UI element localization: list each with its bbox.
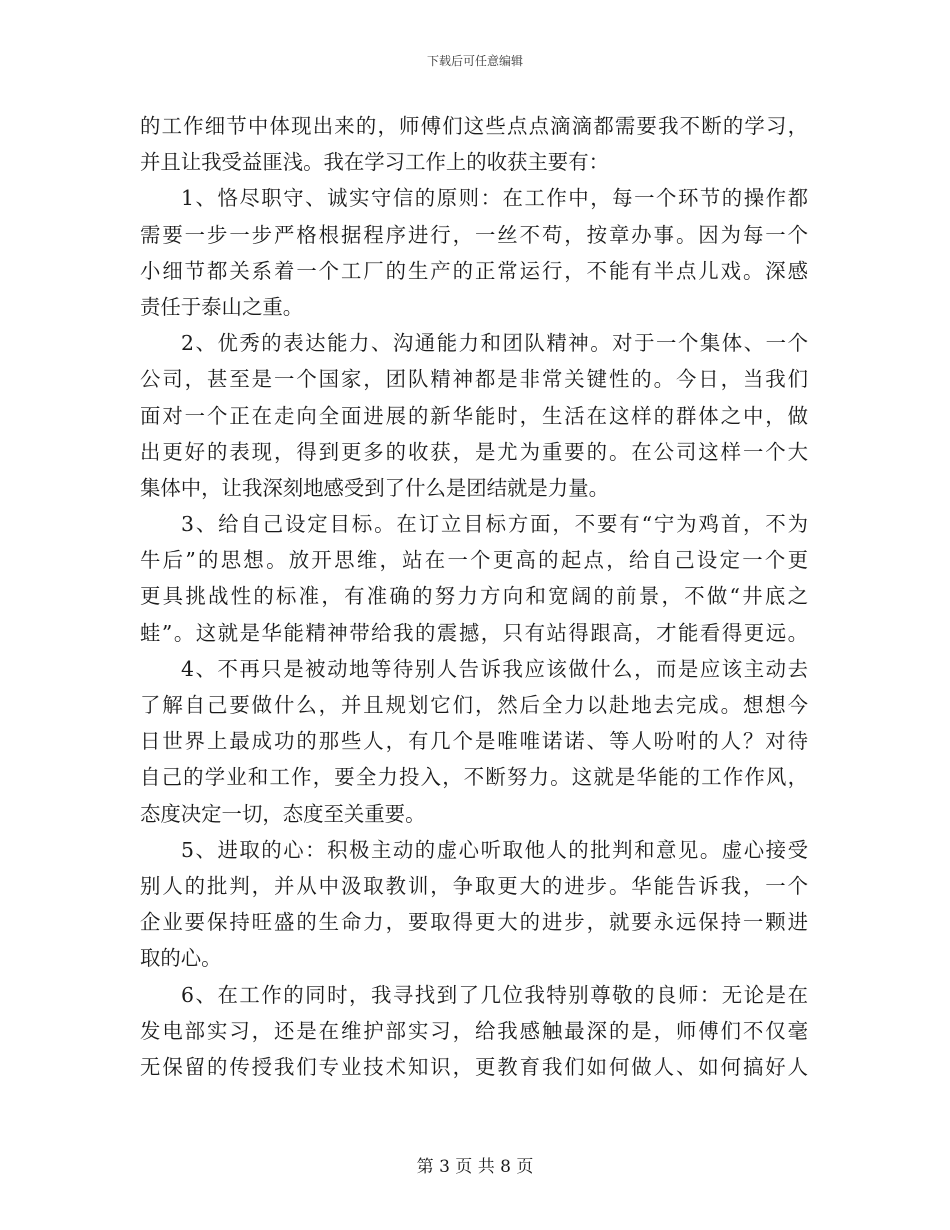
text-line: 小细节都关系着一个工厂的生产的正常运行，不能有半点儿戏。深感 — [140, 258, 808, 283]
text-line: 需要一步一步严格根据程序进行，一丝不苟，按章办事。因为每一个 — [140, 222, 808, 247]
document-body — [140, 108, 808, 1085]
text-line: 4、不再只是被动地等待别人告诉我应该做什么，而是应该主动去 — [181, 656, 808, 681]
text-line: 3、给自己设定目标。在订立目标方面，不要有“宁为鸡首，不为 — [181, 512, 808, 537]
text-line: 5、进取的心：积极主动的虚心听取他人的批判和意见。虚心接受 — [181, 837, 808, 862]
text-line: 公司，甚至是一个国家，团队精神都是非常关键性的。今日，当我们 — [140, 367, 808, 392]
text-line: 2、优秀的表达能力、沟通能力和团队精神。对于一个集体、一个 — [181, 331, 808, 356]
text-line: 了解自己要做什么，并且规划它们，然后全力以赴地去完成。想想今 — [140, 693, 808, 717]
text-line: 取的心。 — [140, 946, 222, 971]
text-line: 企业要保持旺盛的生命力，要取得更大的进步，就要永远保持一颗进 — [140, 910, 808, 935]
text-line: 态度决定一切，态度至关重要。 — [140, 801, 426, 826]
text-line: 并且让我受益匪浅。我在学习工作上的收获主要有： — [140, 150, 609, 175]
text-line: 集体中，让我深刻地感受到了什么是团结就是力量。 — [140, 475, 609, 500]
text-line: 责任于泰山之重。 — [140, 294, 304, 319]
text-line: 牛后”的思想。放开思维，站在一个更高的起点，给自己设定一个更 — [140, 548, 808, 573]
text-line: 更具挑战性的标准，有准确的努力方向和宽阔的前景，不做“井底之 — [140, 584, 808, 609]
page-number-footer: 第 3 页 共 8 页 — [416, 1157, 534, 1177]
text-line: 6、在工作的同时，我寻找到了几位我特别尊敬的良师：无论是在 — [181, 982, 808, 1007]
text-line: 发电部实习，还是在维护部实习，给我感触最深的是，师傅们不仅毫 — [140, 1018, 808, 1043]
text-line: 蛙”。这就是华能精神带给我的震撼，只有站得跟高，才能看得更远。 — [140, 620, 808, 645]
text-line: 出更好的表现，得到更多的收获，是尤为重要的。在公司这样一个大 — [140, 439, 808, 464]
text-line: 的工作细节中体现出来的，师傅们这些点点滴滴都需要我不断的学习， — [140, 114, 808, 138]
text-line: 1、恪尽职守、诚实守信的原则：在工作中，每一个环节的操作都 — [181, 186, 808, 211]
page-header: 下载后可任意编辑 — [426, 54, 523, 68]
text-line: 面对一个正在走向全面进展的新华能时，生活在这样的群体之中，做 — [140, 403, 808, 428]
text-line: 自己的学业和工作，要全力投入，不断努力。这就是华能的工作作风， — [140, 765, 808, 790]
text-line: 日世界上最成功的那些人，有几个是唯唯诺诺、等人吩咐的人？对待 — [140, 729, 808, 754]
text-line: 别人的批判，并从中汲取教训，争取更大的进步。华能告诉我，一个 — [140, 873, 808, 898]
text-line: 无保留的传授我们专业技术知识，更教育我们如何做人、如何搞好人 — [140, 1054, 808, 1079]
